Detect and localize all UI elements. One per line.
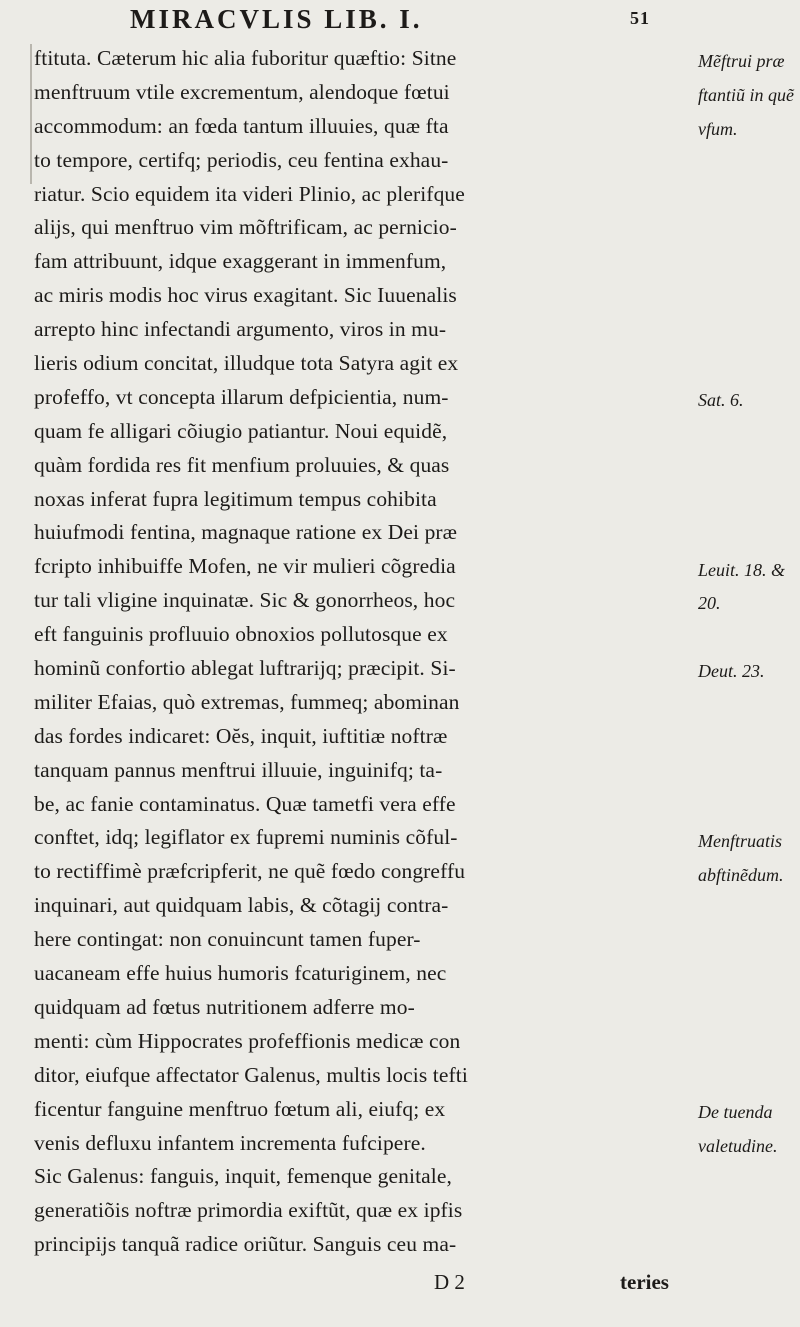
body-text: [34, 42, 699, 1262]
text-line: riatur. Scio equidem ita videri Plinio, ac plerifque: [34, 181, 465, 206]
marginal-note: Deut. 23.: [698, 661, 765, 682]
page-footer: [0, 1270, 800, 1300]
text-line: tur tali vligine inquinatæ. Sic & gonorrheos, hoc: [34, 588, 456, 613]
text-line: lieris odium concitat, illudque tota Satyra agit ex: [34, 351, 459, 376]
text-line: accommodum: an fœda tantum illuuies, quæ fta: [34, 113, 449, 138]
text-line: Sic Galenus: fanguis, inquit, femenque genitale,: [34, 1164, 452, 1189]
page-number: 51: [630, 8, 650, 28]
text-line: alijs, qui menftruo vim mõftrificam, ac pernicio-: [34, 215, 457, 240]
text-line: principijs tanquã radice oriũtur. Sanguis ceu ma-: [34, 1232, 457, 1257]
text-line: generatiõis noftræ primordia exiftũt, quæ ex ipfis: [34, 1198, 463, 1223]
text-line: inquinari, aut quidquam labis, & cõtagij contra-: [34, 893, 449, 918]
text-line: be, ac fanie contaminatus. Quæ tametfi vera effe: [34, 791, 456, 816]
text-line: quidquam ad fœtus nutritionem adferre mo-: [34, 994, 415, 1019]
text-line: huiufmodi fentina, magnaque ratione ex Dei præ: [34, 520, 458, 545]
text-line: noxas inferat fupra legitimum tempus cohibita: [34, 486, 437, 511]
text-line: ditor, eiufque affectator Galenus, multis locis tefti: [34, 1062, 468, 1087]
text-line: to rectiffimè præfcripferit, ne quẽ fœdo congreffu: [34, 859, 466, 884]
page-edge-shadow: [30, 44, 32, 184]
text-line: fcripto inhibuiffe Mofen, ne vir mulieri cõgredia: [34, 554, 456, 579]
text-line: ac miris modis hoc virus exagitant. Sic Iuuenalis: [34, 283, 457, 308]
marginal-note: Sat. 6.: [698, 390, 744, 410]
text-line: conftet, idq; legiflator ex fupremi numinis cõful-: [34, 825, 458, 850]
running-header: [130, 4, 650, 38]
marginal-note: Menftruatis: [698, 830, 782, 851]
text-line: menftruum vtile excrementum, alendoque fœtui: [34, 79, 450, 104]
text-line: venis defluxu infantem incrementa fufcipere.: [34, 1130, 426, 1155]
marginal-note: ftantiũ in quẽ: [698, 84, 794, 105]
marginal-note: 20.: [698, 593, 721, 614]
text-line: ficentur fanguine menftruo fœtum ali, eiufq; ex: [34, 1096, 446, 1121]
marginal-note: Mẽftrui præ: [698, 51, 785, 71]
catchword: teries: [620, 1270, 669, 1294]
signature-mark: D 2: [434, 1270, 465, 1294]
text-line: das fordes indicaret: Oĕs, inquit, iuftitiæ noftræ: [34, 723, 448, 748]
text-line: profeffo, vt concepta illarum defpicientia, num-: [34, 384, 449, 409]
text-line: quàm fordida res fit menfium proluuies, & quas: [34, 452, 450, 477]
text-line: menti: cùm Hippocrates profeffionis medicæ con: [34, 1028, 461, 1053]
text-line: quam fe alligari cõiugio patiantur. Noui equidẽ,: [34, 418, 448, 443]
running-title: MIRACVLIS LIB. I.: [130, 4, 423, 34]
text-line: here contingat: non conuincunt tamen fuper-: [34, 927, 421, 952]
marginal-note: Leuit. 18. &: [698, 559, 786, 580]
text-line: to tempore, certifq; periodis, ceu fentina exhau-: [34, 147, 449, 172]
text-line: eft fanguinis profluuio obnoxios pollutosque ex: [34, 622, 448, 647]
text-line: uacaneam effe huius humoris fcaturiginem, nec: [34, 961, 447, 986]
text-line: arrepto hinc infectandi argumento, viros in mu-: [34, 317, 447, 342]
marginal-note: abftinẽdum.: [698, 864, 784, 885]
marginal-note: valetudine.: [698, 1135, 778, 1156]
marginal-note: vfum.: [698, 118, 738, 139]
text-line: tanquam pannus menftrui illuuie, inguinifq; ta-: [34, 757, 443, 782]
text-line: fam attribuunt, idque exaggerant in immenfum,: [34, 249, 447, 274]
text-line: hominũ confortio ablegat luftrarijq; præcipit. Si-: [34, 656, 456, 681]
marginal-note: De tuenda: [698, 1101, 773, 1122]
text-line: ftituta. Cæterum hic alia fuboritur quæftio: Sitne: [34, 46, 457, 70]
text-line: militer Efaias, quò extremas, fummeq; abominan: [34, 689, 460, 714]
